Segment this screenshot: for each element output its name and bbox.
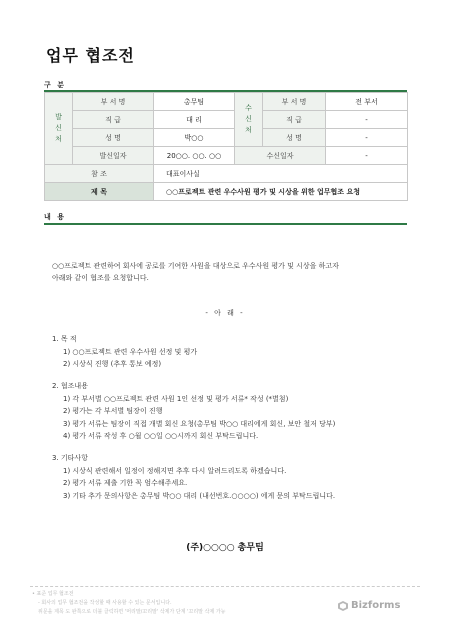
sender-side-label: 발 신 처 [45,93,73,165]
list-item: 1) 시상식 관련해서 일정이 정해지면 추후 다시 알려드리도록 하겠습니다. [63,466,287,475]
cooperation-list [52,380,335,443]
reference-value: 대표이사실 [154,165,408,183]
intro-line: 아래와 같이 협조를 요청합니다. [52,274,149,282]
info-table [44,92,408,201]
list-heading: 1. 목 적 [52,335,77,343]
receiver-side-label: 수 신 처 [235,93,263,147]
logo-text: Bizforms [351,600,401,611]
intro-paragraph [52,260,339,284]
footer-line: - 회사의 업무 협조전을 작성할 때 사용할 수 있는 문서입니다. [38,600,172,606]
receiver-label: 수신일자 [235,147,326,165]
sender-label: 직 급 [73,111,154,129]
list-item: 3) 평가 서류는 팀장이 직접 개별 회신 요청(총무팀 박○○ 대리에게 회신, 보안 철저 당부) [63,419,336,428]
receiver-value: - [326,129,408,147]
sender-label: 발신일자 [73,147,154,165]
list-item: 1) 각 부서별 ○○프로젝트 관련 사원 1인 선정 및 평가 서류* 작성 (*별첨) [63,394,289,403]
other-list [52,452,335,502]
footer-line: 위문을 제목 도 완쪽으로 더블 클릭하면 '머리말/꼬리말' 삭제가 단계 '꼬리말 삭제 가능 [38,609,226,615]
sender-value: 총무팀 [154,93,235,111]
receiver-value: - [326,111,408,129]
list-heading: 3. 기타사항 [52,454,88,462]
footer-notes [32,590,226,617]
below-marker: - 아 래 - [205,309,245,317]
sender-value: 대 리 [154,111,235,129]
list-item: 4) 평가 서류 작성 후 ○월 ○○일 ○○시까지 회신 부탁드립니다. [63,432,259,440]
intro-line: ○○프로젝트 관련하여 회사에 공로를 기여한 사원을 대상으로 우수사원 평가 및 시상을 하고자 [52,262,339,270]
sender-label: 부 서 명 [73,93,154,111]
list-item: 1) ○○프로젝트 관련 우수사원 선정 및 평가 [63,347,198,356]
receiver-value: - [326,147,408,165]
sender-label: 성 명 [73,129,154,147]
footer-divider [30,586,420,587]
section-label-content: 내 용 [44,213,66,221]
list-heading: 2. 협조내용 [52,382,88,390]
receiver-label: 성 명 [263,129,326,147]
subject-value: ○○프로젝트 관련 우수사원 평가 및 시상을 위한 업무협조 요청 [154,183,408,201]
document-title: 업무 협조전 [46,46,135,65]
reference-label: 참 조 [45,165,154,183]
list-item: 3) 기타 추가 문의사항은 총무팀 박○○ 대리 (내선번호.○○○○) 에게 문의 부탁드립니다. [63,491,336,500]
receiver-label: 부 서 명 [263,93,326,111]
purpose-list [52,333,197,371]
footer-line: • 표준 업무 협조전 [32,591,74,597]
bizforms-logo [338,600,400,611]
list-item: 2) 평가는 각 부서별 팀장이 진행 [63,407,163,415]
list-item: 2) 평가 서류 제출 기한 꼭 엄수해주세요. [63,479,188,487]
receiver-label: 직 급 [263,111,326,129]
sender-value: 박○○ [154,129,235,147]
bizforms-logo-icon [338,601,348,611]
sender-value: 20○○. ○○. ○○ [154,147,235,165]
company-signature: (주)○○○○ 총무팀 [186,543,264,553]
receiver-value: 전 부서 [326,93,408,111]
section-rule [44,223,407,225]
subject-label: 제 목 [45,183,154,201]
section-label-category: 구 분 [44,81,66,89]
list-item: 2) 시상식 진행 (추후 통보 예정) [63,360,162,368]
